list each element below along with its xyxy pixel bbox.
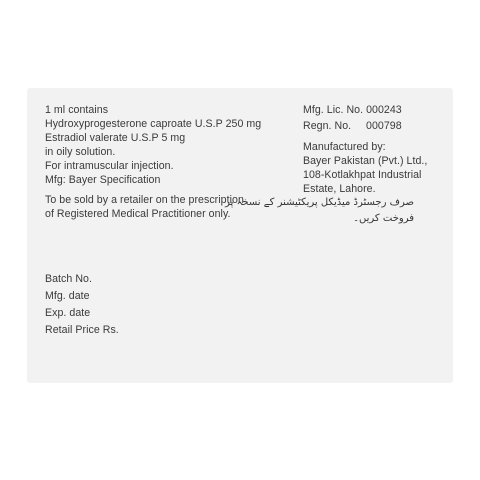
composition-line-5: For intramuscular injection. [45,160,174,172]
prescription-warning-line-1: To be sold by a retailer on the prescription [45,194,244,206]
manufacturer-line-1: Bayer Pakistan (Pvt.) Ltd., [303,155,428,167]
composition-line-1: 1 ml contains [45,104,109,116]
prescription-warning-line-2: of Registered Medical Practitioner only. [45,208,231,220]
exp-date-field: Exp. date [45,307,91,319]
composition-line-4: in oily solution. [45,146,116,158]
urdu-warning-line-2: فروخت کریں۔ [353,213,414,224]
retail-price-field: Retail Price Rs. [45,324,119,336]
mfg-license-number: Mfg. Lic. No. 000243 [303,104,402,116]
manufacturer-heading: Manufactured by: [303,141,386,153]
composition-line-3: Estradiol valerate U.S.P 5 mg [45,132,186,144]
regn-number: 000798 [366,120,402,132]
mfg-date-field: Mfg. date [45,290,90,302]
composition-line-6: Mfg: Bayer Specification [45,174,161,186]
manufacturer-line-2: 108-Kotlakhpat Industrial [303,169,422,181]
manufacturer-line-3: Estate, Lahore. [303,183,376,195]
batch-number-field: Batch No. [45,273,92,285]
urdu-warning-line-1: صرف رجسٹرڈ میڈیکل پریکٹیشنر کے نسخہ پر [225,197,414,208]
composition-line-2: Hydroxyprogesterone caproate U.S.P 250 mg [45,118,262,130]
urdu-prescription-warning [225,195,414,227]
regn-label: Regn. No. [303,120,352,132]
